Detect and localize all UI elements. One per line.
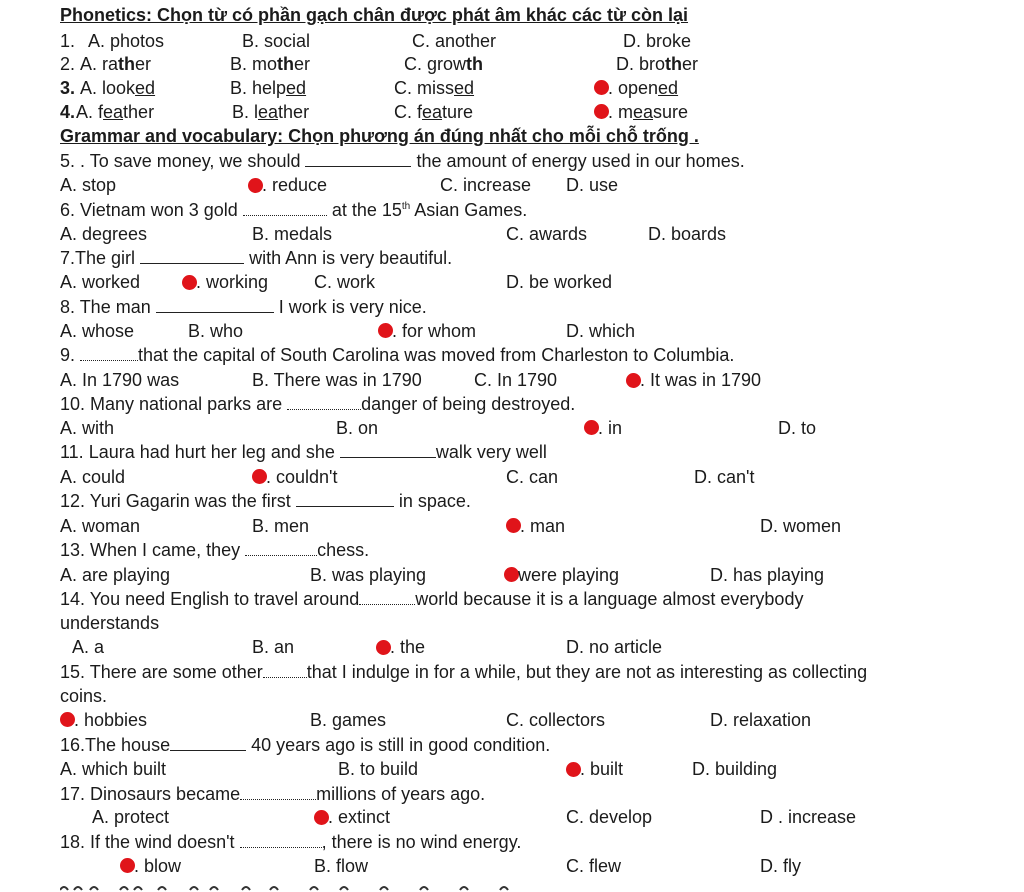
q15-stem: 15. There are some other that I indulge in for a while, but they are not as interesting as collecting [60,662,868,682]
q10-answer-dot-icon [584,420,599,435]
q12-option-b: B. men [252,516,310,536]
q5-option-a: A. stop [60,175,117,195]
q6-option-d: D. boards [648,224,727,244]
q17-option-a: A. protect [92,807,170,827]
q16-option-a: A. which built [60,759,167,779]
q16-option-c: . built [580,759,624,779]
q4-answer-dot-icon [594,104,609,119]
q17-option-d: D . increase [760,807,857,827]
q15-option-b: B. games [310,710,387,730]
q17-option-c: C. develop [566,807,653,827]
q7-stem: 7.The girl with Ann is very beautiful. [60,248,453,268]
q9-stem: 9. that the capital of South Carolina was moved from Charleston to Columbia. [60,345,735,365]
q12-answer-dot-icon [506,518,521,533]
q7-option-c: C. work [314,272,376,292]
q18-option-c: C. flew [566,856,622,876]
q15-stem-continued: coins. [60,686,108,706]
q12-option-c: . man [520,516,566,536]
q14-stem: 14. You need English to travel around world because it is a language almost everybody [60,589,804,609]
q12-option-d: D. women [760,516,842,536]
q13-option-d: D. has playing [710,565,825,585]
q15-option-d: D. relaxation [710,710,812,730]
q10-option-b: B. on [336,418,379,438]
q6-stem: 6. Vietnam won 3 gold at the 15th Asian Games. [60,200,528,220]
q1-option-a: A. photos [88,31,165,51]
q11-option-b: . couldn't [266,467,338,487]
q13-stem: 13. When I came, they chess. [60,540,370,560]
q8-option-c: . for whom [392,321,477,341]
q11-option-d: D. can't [694,467,755,487]
q8-option-d: D. which [566,321,636,341]
q10-option-d: D. to [778,418,817,438]
q1-option-d: D. broke [623,31,692,51]
q1-number: 1. [60,31,76,51]
q14-option-d: D. no article [566,637,663,657]
q18-answer-dot-icon [120,858,135,873]
q3-number: 3. [60,78,76,98]
q2-option-d: D. brother [616,54,699,74]
q5-option-d: D. use [566,175,619,195]
q16-option-d: D. building [692,759,778,779]
q15-option-c: C. collectors [506,710,606,730]
q7-option-b: . working [196,272,269,292]
cut-off-text-row [60,882,530,892]
q7-option-d: D. be worked [506,272,613,292]
q14-option-c: . the [390,637,426,657]
q9-option-d: . It was in 1790 [640,370,762,390]
q10-stem: 10. Many national parks are danger of being destroyed. [60,394,576,414]
q2-number: 2. [60,54,76,74]
q16-stem: 16.The house 40 years ago is still in good condition. [60,735,551,755]
grammar-heading: Grammar and vocabulary: Chọn phương án đúng nhất cho mỗi chỗ trống . [60,126,699,146]
q13-option-a: A. are playing [60,565,171,585]
q18-stem: 18. If the wind doesn't , there is no wind energy. [60,832,522,852]
q3-option-c: C. missed [394,78,475,98]
q11-answer-dot-icon [252,469,267,484]
q13-answer-dot-icon [504,567,519,582]
q15-answer-dot-icon [60,712,75,727]
q15-option-a: . hobbies [74,710,148,730]
q4-option-d: . measure [608,102,689,122]
q9-option-b: B. There was in 1790 [252,370,422,390]
q10-option-c: . in [598,418,623,438]
q8-option-a: A. whose [60,321,135,341]
q5-option-b: . reduce [262,175,328,195]
q14-stem-continued: understands [60,613,160,633]
q11-option-a: A. could [60,467,126,487]
q18-option-d: D. fly [760,856,802,876]
q18-option-b: B. flow [314,856,369,876]
q6-option-a: A. degrees [60,224,148,244]
q6-option-b: B. medals [252,224,333,244]
q1-option-b: B. social [242,31,311,51]
phonetics-heading: Phonetics: Chọn từ có phần gạch chân được phát âm khác các từ còn lại [60,5,689,25]
q14-answer-dot-icon [376,640,391,655]
q2-option-c: C. growth [404,54,484,74]
q9-option-c: C. In 1790 [474,370,558,390]
q8-option-b: B. who [188,321,244,341]
q3-answer-dot-icon [594,80,609,95]
q13-option-c: were playing [518,565,620,585]
q3-option-b: B. helped [230,78,307,98]
q4-number: 4. [60,102,76,122]
q14-option-b: B. an [252,637,295,657]
q11-option-c: C. can [506,467,559,487]
q2-option-a: A. rather [80,54,152,74]
q8-answer-dot-icon [378,323,393,338]
q4-option-b: B. leather [232,102,310,122]
q14-option-a: A. a [72,637,105,657]
q17-stem: 17. Dinosaurs became millions of years ago. [60,784,486,804]
q5-answer-dot-icon [248,178,263,193]
q13-option-b: B. was playing [310,565,427,585]
q9-option-a: A. In 1790 was [60,370,180,390]
q7-answer-dot-icon [182,275,197,290]
q17-answer-dot-icon [314,810,329,825]
q17-option-b: . extinct [328,807,391,827]
q5-option-c: C. increase [440,175,532,195]
q1-option-c: C. another [412,31,497,51]
q4-option-a: A. feather [76,102,155,122]
q7-option-a: A. worked [60,272,141,292]
q12-option-a: A. woman [60,516,141,536]
q18-option-a: . blow [134,856,182,876]
q6-option-c: C. awards [506,224,588,244]
q2-option-b: B. mother [230,54,311,74]
q3-option-d: . opened [608,78,679,98]
q16-answer-dot-icon [566,762,581,777]
q8-stem: 8. The man I work is very nice. [60,297,427,317]
q16-option-b: B. to build [338,759,419,779]
q10-option-a: A. with [60,418,115,438]
q11-stem: 11. Laura had hurt her leg and she walk very well [60,442,547,462]
q12-stem: 12. Yuri Gagarin was the first in space. [60,491,471,511]
q3-option-a: A. looked [80,78,156,98]
q4-option-c: C. feature [394,102,474,122]
q9-answer-dot-icon [626,373,641,388]
q5-stem: 5. . To save money, we should the amount of energy used in our homes. [60,151,745,171]
